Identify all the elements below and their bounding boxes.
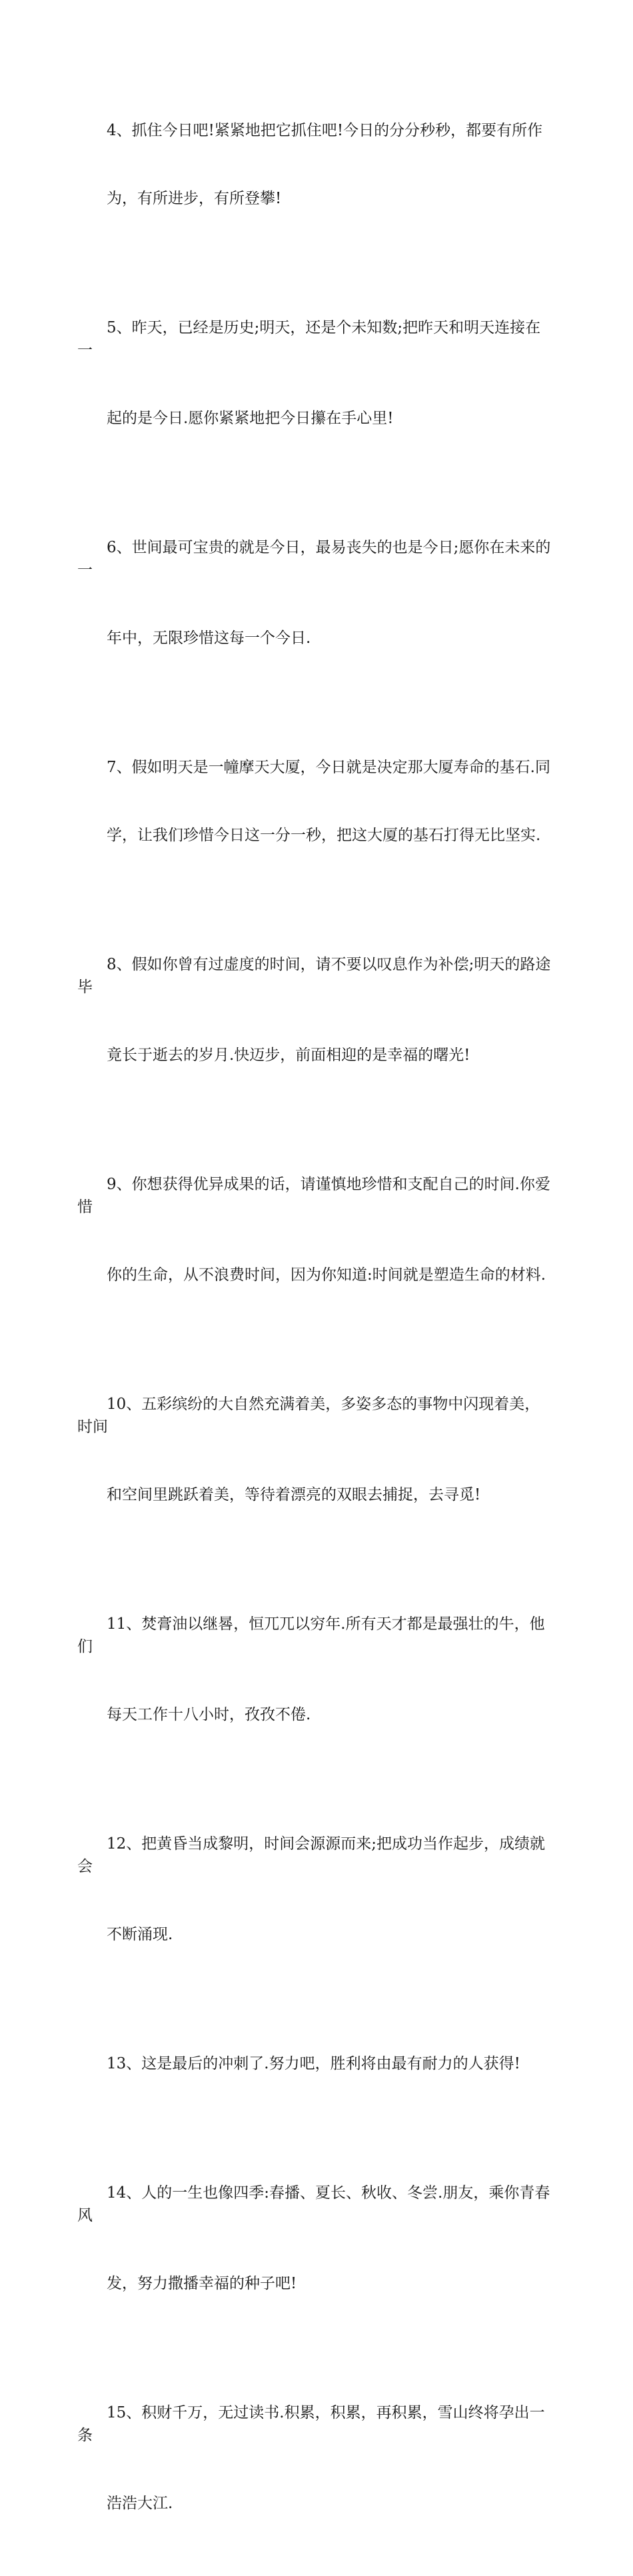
paragraph-line: 10、五彩缤纷的大自然充满着美，多姿多态的事物中闪现着美，时间 <box>77 1396 540 1436</box>
paragraph-7 <box>77 711 554 892</box>
paragraph-14 <box>77 2136 554 2340</box>
paragraph-12 <box>77 1787 554 1991</box>
paragraph-line: 为，有所进步，有所登攀! <box>107 190 282 207</box>
paragraph-line: 和空间里跳跃着美，等待着漂亮的双眼去捕捉，去寻觅! <box>107 1486 481 1503</box>
paragraph-line: 9、你想获得优异成果的话，请谨慎地珍惜和支配自己的时间.你爱惜 <box>77 1176 550 1216</box>
paragraph-line: 11、焚膏油以继晷，恒兀兀以穷年.所有天才都是最强壮的牛，他们 <box>77 1615 545 1655</box>
paragraph-line: 13、这是最后的冲刺了.努力吧，胜利将由最有耐力的人获得! <box>107 2055 520 2072</box>
paragraph-line: 浩浩大江. <box>107 2495 173 2512</box>
paragraph-line: 7、假如明天是一幢摩天大厦，今日就是决定那大厦寿命的基石.同 <box>107 759 550 776</box>
paragraph-line: 5、昨天，已经是历史;明天，还是个未知数;把昨天和明天连接在一 <box>77 319 541 359</box>
paragraph-15 <box>77 2356 554 2560</box>
paragraph-line: 学，让我们珍惜今日这一分一秒，把这大厦的基石打得无比坚实. <box>107 827 541 844</box>
paragraph-line: 不断涌现. <box>107 1926 173 1943</box>
paragraph-line: 起的是今日.愿你紧紧地把今日攥在手心里! <box>107 410 394 427</box>
paragraph-line: 4、抓住今日吧!紧紧地把它抓住吧!今日的分分秒秒，都要有所作 <box>107 122 543 139</box>
paragraph-9 <box>77 1128 554 1332</box>
paragraph-6 <box>77 491 554 695</box>
paragraph-line: 你的生命，从不浪费时间，因为你知道:时间就是塑造生命的材料. <box>107 1266 546 1284</box>
paragraph-line: 竟长于逝去的岁月.快迈步，前面相迎的是幸福的曙光! <box>107 1047 470 1064</box>
paragraph-line: 6、世间最可宝贵的就是今日，最易丧失的也是今日;愿你在未来的一 <box>77 539 551 579</box>
paragraph-list <box>77 74 554 2576</box>
paragraph-8 <box>77 908 554 1112</box>
paragraph-5 <box>77 271 554 475</box>
paragraph-line: 发，努力撒播幸福的种子吧! <box>107 2275 297 2292</box>
paragraph-line: 15、积财千万，无过读书.积累，积累，再积累，雪山终将孕出一条 <box>77 2404 545 2444</box>
paragraph-4 <box>77 74 554 255</box>
paragraph-11 <box>77 1567 554 1771</box>
paragraph-13 <box>77 2007 554 2120</box>
paragraph-line: 8、假如你曾有过虚度的时间，请不要以叹息作为补偿;明天的路途毕 <box>77 956 551 996</box>
paragraph-line: 12、把黄昏当成黎明，时间会源源而来;把成功当作起步，成绩就会 <box>77 1835 546 1875</box>
paragraph-line: 14、人的一生也像四季:春播、夏长、秋收、冬尝.朋友，乘你青春风 <box>77 2184 550 2224</box>
paragraph-line: 每天工作十八小时，孜孜不倦. <box>107 1706 311 1723</box>
paragraph-line: 年中，无限珍惜这每一个今日. <box>107 630 311 647</box>
paragraph-10 <box>77 1348 554 1551</box>
